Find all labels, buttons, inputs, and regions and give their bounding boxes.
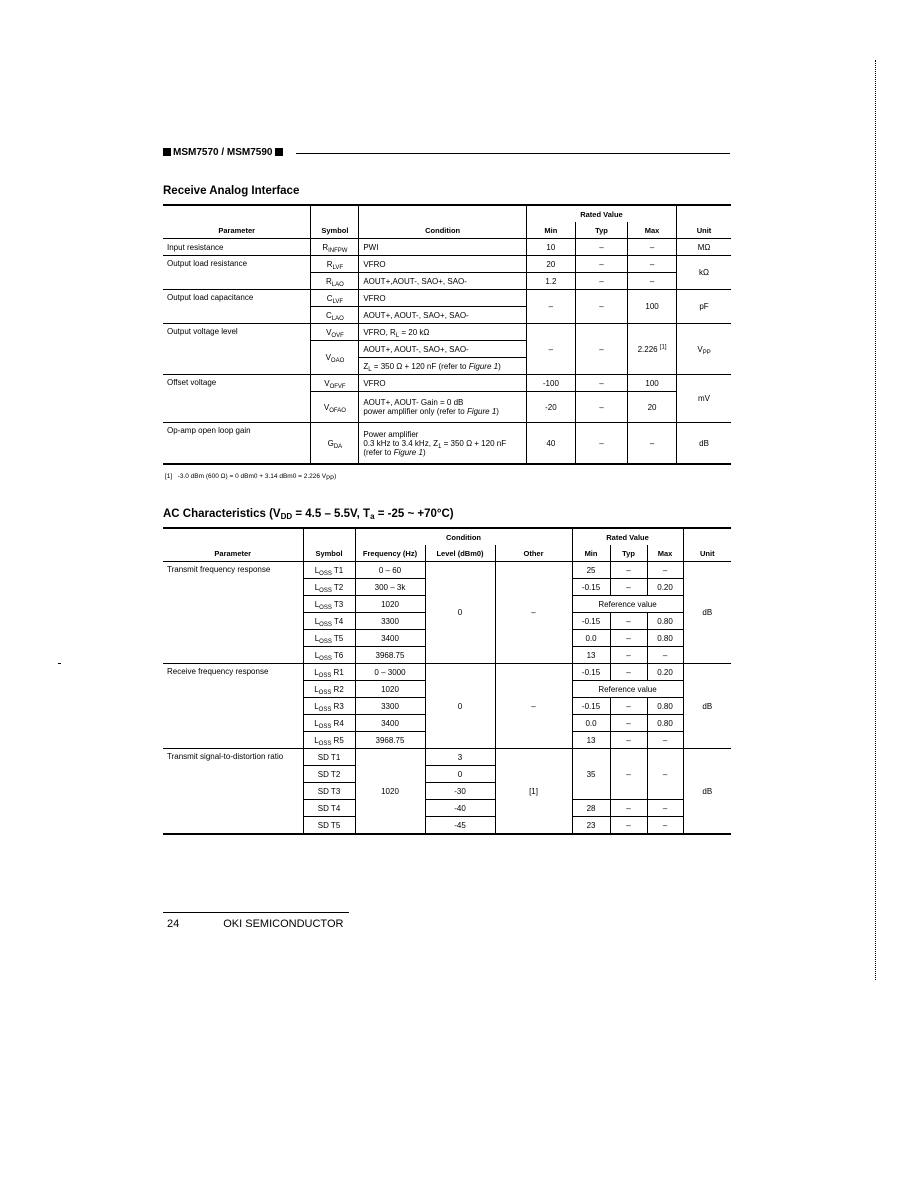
- condition-text: = 350 Ω + 120 nF (refer to: [371, 361, 469, 371]
- symbol-cell: [311, 392, 359, 423]
- condition-text: 0.3 kHz to 3.4 kHz, Z: [363, 438, 439, 448]
- min-cell: 40: [526, 423, 575, 465]
- col-condition: Condition: [359, 205, 527, 239]
- symbol-cell: [311, 256, 359, 273]
- square-bullet-icon: [275, 148, 283, 156]
- typ-cell: –: [610, 647, 647, 664]
- max-cell: –: [628, 423, 677, 465]
- col-min: Min: [526, 222, 575, 239]
- min-cell: 23: [572, 817, 610, 835]
- typ-cell: –: [575, 239, 627, 256]
- symbol-cell: [311, 324, 359, 341]
- param-cell: Output voltage level: [163, 324, 311, 375]
- typ-cell: –: [610, 800, 647, 817]
- symbol-id: R1: [331, 667, 344, 677]
- min-cell: 13: [572, 647, 610, 664]
- symbol: C: [326, 310, 332, 320]
- symbol-cell: [311, 375, 359, 392]
- col-symbol: Symbol: [303, 528, 355, 562]
- footnote-mark: [1]: [165, 473, 173, 480]
- symbol-sub: OSS: [319, 570, 332, 577]
- symbol: G: [327, 438, 334, 448]
- symbol-cell: [303, 732, 355, 749]
- symbol: C: [326, 293, 333, 303]
- max-cell: 0.80: [647, 715, 683, 732]
- condition-line: Power amplifier: [363, 429, 419, 439]
- other-cell: –: [495, 664, 572, 749]
- symbol-sub: OSS: [319, 604, 332, 611]
- col-typ: Typ: [610, 545, 647, 562]
- frequency-cell: 0 – 60: [355, 562, 425, 579]
- max-cell: –: [647, 800, 683, 817]
- frequency-cell: 3968.75: [355, 732, 425, 749]
- symbol-cell: [303, 596, 355, 613]
- level-cell: 0: [425, 562, 495, 664]
- table-row: [163, 290, 731, 307]
- frequency-cell: 0 – 3000: [355, 664, 425, 681]
- footnote: [165, 473, 336, 480]
- symbol: V: [326, 327, 332, 337]
- condition-text: VFRO, R: [363, 327, 396, 337]
- frequency-cell: 3300: [355, 613, 425, 630]
- unit-cell: dB: [683, 562, 731, 664]
- typ-cell: –: [575, 273, 627, 290]
- max-cell: –: [647, 732, 683, 749]
- symbol: L: [314, 565, 320, 575]
- typ-cell: –: [610, 630, 647, 647]
- symbol-id: R4: [331, 718, 344, 728]
- square-bullet-icon: [163, 148, 171, 156]
- condition-cell: [359, 423, 527, 465]
- min-cell: 10: [526, 239, 575, 256]
- title-text: = -25 ~ +70°C): [374, 508, 454, 520]
- symbol-cell: [303, 715, 355, 732]
- condition-cell: [359, 358, 527, 375]
- symbol: R: [326, 276, 332, 286]
- ac-characteristics-table: [163, 527, 731, 835]
- condition-line: [363, 407, 522, 416]
- footer-brand: OKI SEMICONDUCTOR: [223, 918, 344, 930]
- condition-cell: AOUT+, AOUT-, SAO+, SAO-: [359, 307, 527, 324]
- condition-line: [363, 439, 522, 448]
- condition-sub: 1: [438, 443, 442, 450]
- param-cell: Output load capacitance: [163, 290, 311, 324]
- symbol-cell: SD T4: [303, 800, 355, 817]
- col-min: Min: [572, 545, 610, 562]
- scan-edge-line: [875, 60, 877, 980]
- min-cell: -100: [526, 375, 575, 392]
- symbol-cell: [303, 681, 355, 698]
- symbol-cell: [311, 273, 359, 290]
- symbol: V: [323, 402, 330, 412]
- col-typ: Typ: [575, 222, 627, 239]
- max-cell: –: [647, 562, 683, 579]
- typ-cell: –: [575, 375, 627, 392]
- symbol-sub: LAO: [331, 281, 344, 288]
- min-cell: -20: [526, 392, 575, 423]
- min-cell: 0.0: [572, 715, 610, 732]
- level-cell: -40: [425, 800, 495, 817]
- typ-cell: –: [610, 562, 647, 579]
- table-row: [163, 256, 731, 273]
- symbol: L: [314, 701, 319, 711]
- max-cell: 0.80: [647, 698, 683, 715]
- section-title-ac-characteristics: [163, 508, 454, 520]
- symbol-cell: [303, 613, 355, 630]
- header-title: MSM7570 / MSM7590: [173, 147, 273, 158]
- max-cell: 100: [628, 375, 677, 392]
- symbol: L: [314, 582, 320, 592]
- receive-analog-table: [163, 204, 731, 465]
- header-rule: [296, 153, 730, 154]
- col-other: Other: [495, 545, 572, 562]
- symbol-cell: [311, 239, 359, 256]
- condition-sub: L: [368, 366, 372, 373]
- table-row: [163, 324, 731, 341]
- condition-text: ): [498, 361, 501, 371]
- page-number: 24: [167, 918, 180, 930]
- footnote-text: ): [334, 473, 337, 480]
- condition-text: (refer to: [363, 447, 394, 457]
- table-row: [163, 423, 731, 465]
- max-cell: –: [647, 647, 683, 664]
- footer-rule: [163, 912, 349, 913]
- symbol: L: [314, 735, 319, 745]
- symbol: L: [314, 650, 320, 660]
- max-cell: 0.20: [647, 664, 683, 681]
- figure-ref: Figure 1: [468, 361, 499, 371]
- condition-line: [363, 448, 522, 457]
- typ-cell: –: [575, 256, 627, 273]
- min-cell: 20: [526, 256, 575, 273]
- frequency-cell: 1020: [355, 749, 425, 835]
- typ-cell: –: [575, 324, 627, 375]
- col-parameter: Parameter: [163, 205, 311, 239]
- table-row: [163, 749, 731, 766]
- typ-cell: –: [610, 579, 647, 596]
- symbol-id: T4: [331, 616, 344, 626]
- frequency-cell: 1020: [355, 681, 425, 698]
- min-cell: -0.15: [572, 613, 610, 630]
- symbol-cell: [311, 290, 359, 307]
- min-cell: -0.15: [572, 698, 610, 715]
- condition-cell: VFRO: [359, 256, 527, 273]
- unit-cell: [677, 324, 731, 375]
- max-value: 2.226: [637, 344, 658, 354]
- table-row: [163, 239, 731, 256]
- col-condition: Condition: [355, 528, 572, 545]
- col-rated-value: Rated Value: [526, 205, 676, 222]
- max-cell: 0.80: [647, 613, 683, 630]
- page-footer: [167, 918, 343, 930]
- param-cell: Transmit signal-to-distortion ratio: [163, 749, 303, 835]
- param-cell: Output load resistance: [163, 256, 311, 290]
- title-sub: DD: [280, 512, 293, 521]
- unit-sub: PP: [702, 349, 711, 356]
- condition-cell: AOUT+, AOUT-, SAO+, SAO-: [359, 341, 527, 358]
- table-row: [163, 664, 731, 681]
- max-cell: 20: [628, 392, 677, 423]
- frequency-cell: 3968.75: [355, 647, 425, 664]
- symbol-cell: [311, 307, 359, 324]
- symbol: L: [314, 616, 320, 626]
- symbol-cell: SD T1: [303, 749, 355, 766]
- frequency-cell: 3400: [355, 630, 425, 647]
- symbol-cell: [303, 647, 355, 664]
- typ-cell: –: [575, 423, 627, 465]
- unit-text: V: [697, 344, 703, 354]
- typ-cell: –: [610, 613, 647, 630]
- condition-text: = 20 kΩ: [399, 327, 430, 337]
- level-cell: 3: [425, 749, 495, 766]
- reference-value-cell: Reference value: [572, 596, 683, 613]
- symbol: V: [324, 378, 330, 388]
- symbol-sub: OSS: [318, 672, 332, 679]
- min-cell: 25: [572, 562, 610, 579]
- condition-text: = 350 Ω + 120 nF: [441, 438, 507, 448]
- typ-cell: –: [610, 732, 647, 749]
- symbol-sub: DA: [333, 443, 343, 450]
- figure-ref: Figure 1: [393, 447, 423, 457]
- symbol-sub: OSS: [318, 740, 332, 747]
- condition-cell: AOUT+,AOUT-, SAO+, SAO-: [359, 273, 527, 290]
- symbol-sub: OSS: [319, 638, 332, 645]
- max-cell: –: [628, 239, 677, 256]
- min-cell: 1.2: [526, 273, 575, 290]
- symbol-id: T1: [331, 565, 344, 575]
- footnote-ref: [1]: [659, 343, 667, 350]
- symbol-cell: SD T3: [303, 783, 355, 800]
- frequency-cell: 3300: [355, 698, 425, 715]
- symbol-cell: [303, 562, 355, 579]
- other-cell: –: [495, 562, 572, 664]
- symbol: L: [314, 718, 319, 728]
- symbol: L: [314, 684, 319, 694]
- level-cell: -30: [425, 783, 495, 800]
- typ-cell: –: [610, 664, 647, 681]
- unit-cell: mV: [677, 375, 731, 423]
- min-cell: –: [526, 290, 575, 324]
- col-frequency: Frequency (Hz): [355, 545, 425, 562]
- col-level: Level (dBm0): [425, 545, 495, 562]
- unit-cell: dB: [677, 423, 731, 465]
- condition-cell: VFRO: [359, 290, 527, 307]
- condition-text: Z: [363, 361, 369, 371]
- max-cell: –: [647, 749, 683, 800]
- condition-sub: L: [395, 332, 400, 339]
- condition-line: AOUT+, AOUT- Gain = 0 dB: [363, 398, 464, 407]
- footnote-sub: PP: [326, 476, 335, 482]
- min-cell: -0.15: [572, 664, 610, 681]
- other-cell: [1]: [495, 749, 572, 835]
- min-cell: 35: [572, 749, 610, 800]
- condition-cell: VFRO: [359, 375, 527, 392]
- param-cell: Offset voltage: [163, 375, 311, 423]
- symbol-cell: SD T2: [303, 766, 355, 783]
- symbol-sub: OSS: [318, 689, 332, 696]
- symbol-id: R2: [331, 684, 344, 694]
- symbol: L: [314, 667, 319, 677]
- param-cell: Input resistance: [163, 239, 311, 256]
- typ-cell: –: [610, 749, 647, 800]
- footnote-text: -3.0 dBm (600 Ω) = 0 dBm0 + 3.14 dBm0 = 2.226 V: [177, 473, 327, 480]
- min-cell: 13: [572, 732, 610, 749]
- typ-cell: –: [610, 715, 647, 732]
- figure-ref: Figure 1: [466, 407, 497, 416]
- condition-text: ): [496, 407, 499, 416]
- symbol: R: [322, 242, 329, 252]
- param-cell: Receive frequency response: [163, 664, 303, 749]
- condition-cell: [359, 392, 527, 423]
- section-title-receive-analog: Receive Analog Interface: [163, 185, 300, 197]
- frequency-cell: 3400: [355, 715, 425, 732]
- symbol-sub: OVF: [331, 332, 344, 339]
- level-cell: 0: [425, 766, 495, 783]
- col-unit: Unit: [683, 528, 731, 562]
- unit-cell: MΩ: [677, 239, 731, 256]
- symbol-id: T5: [331, 633, 344, 643]
- typ-cell: –: [575, 392, 627, 423]
- col-symbol: Symbol: [311, 205, 359, 239]
- symbol-cell: [303, 579, 355, 596]
- condition-cell: PWI: [359, 239, 527, 256]
- condition-text: ): [422, 447, 426, 457]
- min-cell: –: [526, 324, 575, 375]
- scan-mark: [58, 663, 61, 664]
- level-cell: 0: [425, 664, 495, 749]
- symbol-id: T3: [331, 599, 344, 609]
- symbol: R: [326, 259, 333, 269]
- symbol: L: [314, 599, 320, 609]
- symbol-sub: LVF: [332, 298, 344, 305]
- max-cell: –: [647, 817, 683, 835]
- frequency-cell: 1020: [355, 596, 425, 613]
- unit-cell: kΩ: [677, 256, 731, 290]
- col-parameter: Parameter: [163, 528, 303, 562]
- symbol-sub: LAO: [331, 315, 344, 322]
- max-cell: 0.20: [647, 579, 683, 596]
- min-cell: 0.0: [572, 630, 610, 647]
- symbol-sub: OFAO: [329, 407, 346, 414]
- col-rated-value: Rated Value: [572, 528, 683, 545]
- symbol-sub: LVF: [332, 264, 344, 271]
- symbol-sub: OSS: [318, 706, 332, 713]
- symbol-sub: OFVF: [329, 383, 346, 390]
- unit-cell: dB: [683, 749, 731, 835]
- max-cell: –: [628, 273, 677, 290]
- title-sub: a: [370, 512, 375, 521]
- symbol-cell: [303, 698, 355, 715]
- symbol-cell: [303, 630, 355, 647]
- typ-cell: –: [610, 817, 647, 835]
- max-cell: 100: [628, 290, 677, 324]
- reference-value-cell: Reference value: [572, 681, 683, 698]
- symbol-sub: INFPW: [328, 247, 348, 254]
- min-cell: 28: [572, 800, 610, 817]
- symbol-id: T6: [331, 650, 344, 660]
- title-text: AC Characteristics (V: [163, 508, 281, 520]
- table-row: [163, 562, 731, 579]
- symbol-sub: OSS: [319, 587, 332, 594]
- condition-cell: [359, 324, 527, 341]
- col-max: Max: [647, 545, 683, 562]
- running-header: [163, 147, 730, 161]
- symbol-sub: OSS: [319, 621, 332, 628]
- symbol-cell: [311, 341, 359, 375]
- symbol-sub: OSS: [318, 723, 332, 730]
- max-cell: [628, 324, 677, 375]
- symbol-id: T2: [331, 582, 344, 592]
- param-cell: Op-amp open loop gain: [163, 423, 311, 465]
- level-cell: -45: [425, 817, 495, 835]
- symbol: L: [314, 633, 320, 643]
- symbol-sub: OAO: [330, 358, 345, 364]
- col-unit: Unit: [677, 205, 731, 239]
- condition-text: power amplifier only (refer to: [363, 407, 467, 416]
- symbol-cell: [311, 423, 359, 465]
- max-cell: 0.80: [647, 630, 683, 647]
- symbol-id: R5: [331, 735, 344, 745]
- col-max: Max: [628, 222, 677, 239]
- symbol-id: R3: [331, 701, 344, 711]
- unit-cell: pF: [677, 290, 731, 324]
- unit-cell: dB: [683, 664, 731, 749]
- param-cell: Transmit frequency response: [163, 562, 303, 664]
- frequency-cell: 300 – 3k: [355, 579, 425, 596]
- symbol-cell: [303, 664, 355, 681]
- symbol: V: [325, 353, 331, 362]
- max-cell: –: [628, 256, 677, 273]
- min-cell: -0.15: [572, 579, 610, 596]
- title-text: = 4.5 – 5.5V, T: [292, 508, 371, 520]
- symbol-cell: SD T5: [303, 817, 355, 835]
- table-row: [163, 375, 731, 392]
- typ-cell: –: [575, 290, 627, 324]
- symbol-sub: OSS: [319, 655, 332, 662]
- typ-cell: –: [610, 698, 647, 715]
